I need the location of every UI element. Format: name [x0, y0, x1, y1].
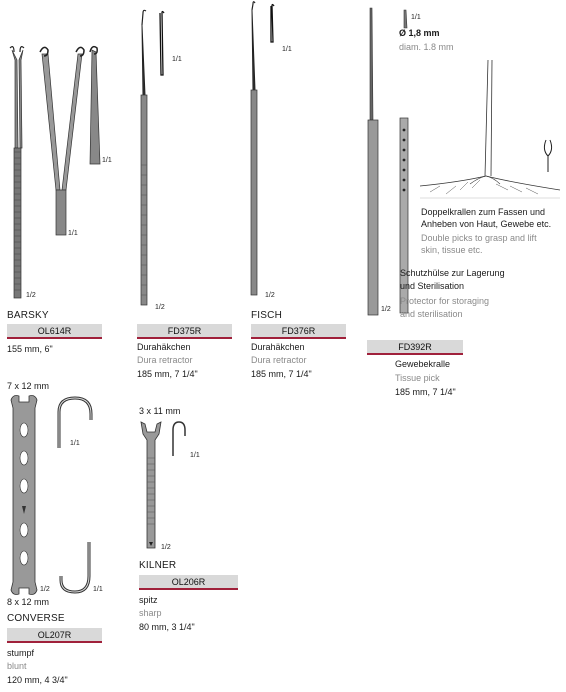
fisch-label-en: Dura retractor	[251, 355, 307, 365]
kilner-size-top: 3 x 11 mm	[139, 406, 181, 416]
fisch-scale-full: 1/2	[265, 292, 275, 299]
barsky-scale-full: 1/2	[26, 292, 36, 299]
kilner-drawing	[135, 418, 215, 558]
fisch-label-de: Durahäkchen	[251, 342, 305, 352]
fd392r-note2-de-2: und Sterilisation	[400, 281, 465, 291]
converse-scale-bottom: 1/1	[93, 586, 103, 593]
fd392r-note2-en-2: and sterilisation	[400, 309, 463, 319]
fd375r-scale-full: 1/2	[155, 304, 165, 311]
fd392r-diam-en: diam. 1.8 mm	[399, 42, 454, 52]
barsky-scale-side: 1/1	[102, 157, 112, 164]
fd392r-note1-de-1: Doppelkrallen zum Fassen und	[421, 207, 546, 217]
kilner-scale-tip: 1/1	[190, 452, 200, 459]
fd392r-note1-en-1: Double picks to grasp and lift	[421, 233, 537, 243]
fd392r-note2-en-1: Protector for storaging	[400, 296, 490, 306]
kilner-code: OL206R	[139, 575, 238, 590]
fd392r-label-en: Tissue pick	[395, 373, 440, 383]
kilner-scale-full: 1/2	[161, 544, 171, 551]
converse-code: OL207R	[7, 628, 102, 643]
kilner-label-en: sharp	[139, 608, 162, 618]
fd375r-scale-tip: 1/1	[172, 56, 182, 63]
fd375r-label-en: Dura retractor	[137, 355, 193, 365]
fisch-name: FISCH	[251, 310, 282, 321]
fd392r-note1-en-2: skin, tissue etc.	[421, 245, 483, 255]
converse-scale-top: 1/1	[70, 440, 80, 447]
fd392r-scale-tip: 1/1	[411, 14, 421, 21]
converse-name: CONVERSE	[7, 613, 65, 624]
converse-size: 120 mm, 4 3/4"	[7, 675, 68, 685]
fd392r-note2-de-1: Schutzhülse zur Lagerung	[400, 268, 505, 278]
kilner-size: 80 mm, 3 1/4"	[139, 622, 195, 632]
fisch-code: FD376R	[251, 324, 346, 339]
fisch-scale-tip: 1/1	[282, 46, 292, 53]
barsky-name: BARSKY	[7, 310, 49, 321]
fd392r-code: FD392R	[367, 340, 463, 355]
fd375r-size: 185 mm, 7 1/4"	[137, 369, 198, 379]
converse-drawing	[5, 392, 115, 602]
converse-size-top: 7 x 12 mm	[7, 381, 50, 391]
converse-label-de: stumpf	[7, 648, 35, 658]
barsky-scale-fork: 1/1	[68, 230, 78, 237]
barsky-code: OL614R	[7, 324, 102, 339]
barsky-drawing	[0, 40, 120, 300]
converse-scale-full: 1/2	[40, 586, 50, 593]
fd375r-code: FD375R	[137, 324, 232, 339]
fd392r-note1-de-2: Anheben von Haut, Gewebe etc.	[421, 219, 552, 229]
fd392r-diam-de: Ø 1,8 mm	[399, 28, 440, 38]
kilner-label-de: spitz	[139, 595, 158, 605]
fd375r-drawing	[130, 5, 190, 315]
fd392r-label-de: Gewebekralle	[395, 359, 451, 369]
fd392r-size: 185 mm, 7 1/4"	[395, 387, 456, 397]
fd392r-scale-full: 1/2	[381, 306, 391, 313]
kilner-name: KILNER	[139, 560, 177, 571]
barsky-size: 155 mm, 6"	[7, 344, 53, 354]
fd375r-label-de: Durahäkchen	[137, 342, 191, 352]
converse-label-en: blunt	[7, 661, 27, 671]
converse-size-bottom: 8 x 12 mm	[7, 597, 50, 607]
fisch-size: 185 mm, 7 1/4"	[251, 369, 312, 379]
